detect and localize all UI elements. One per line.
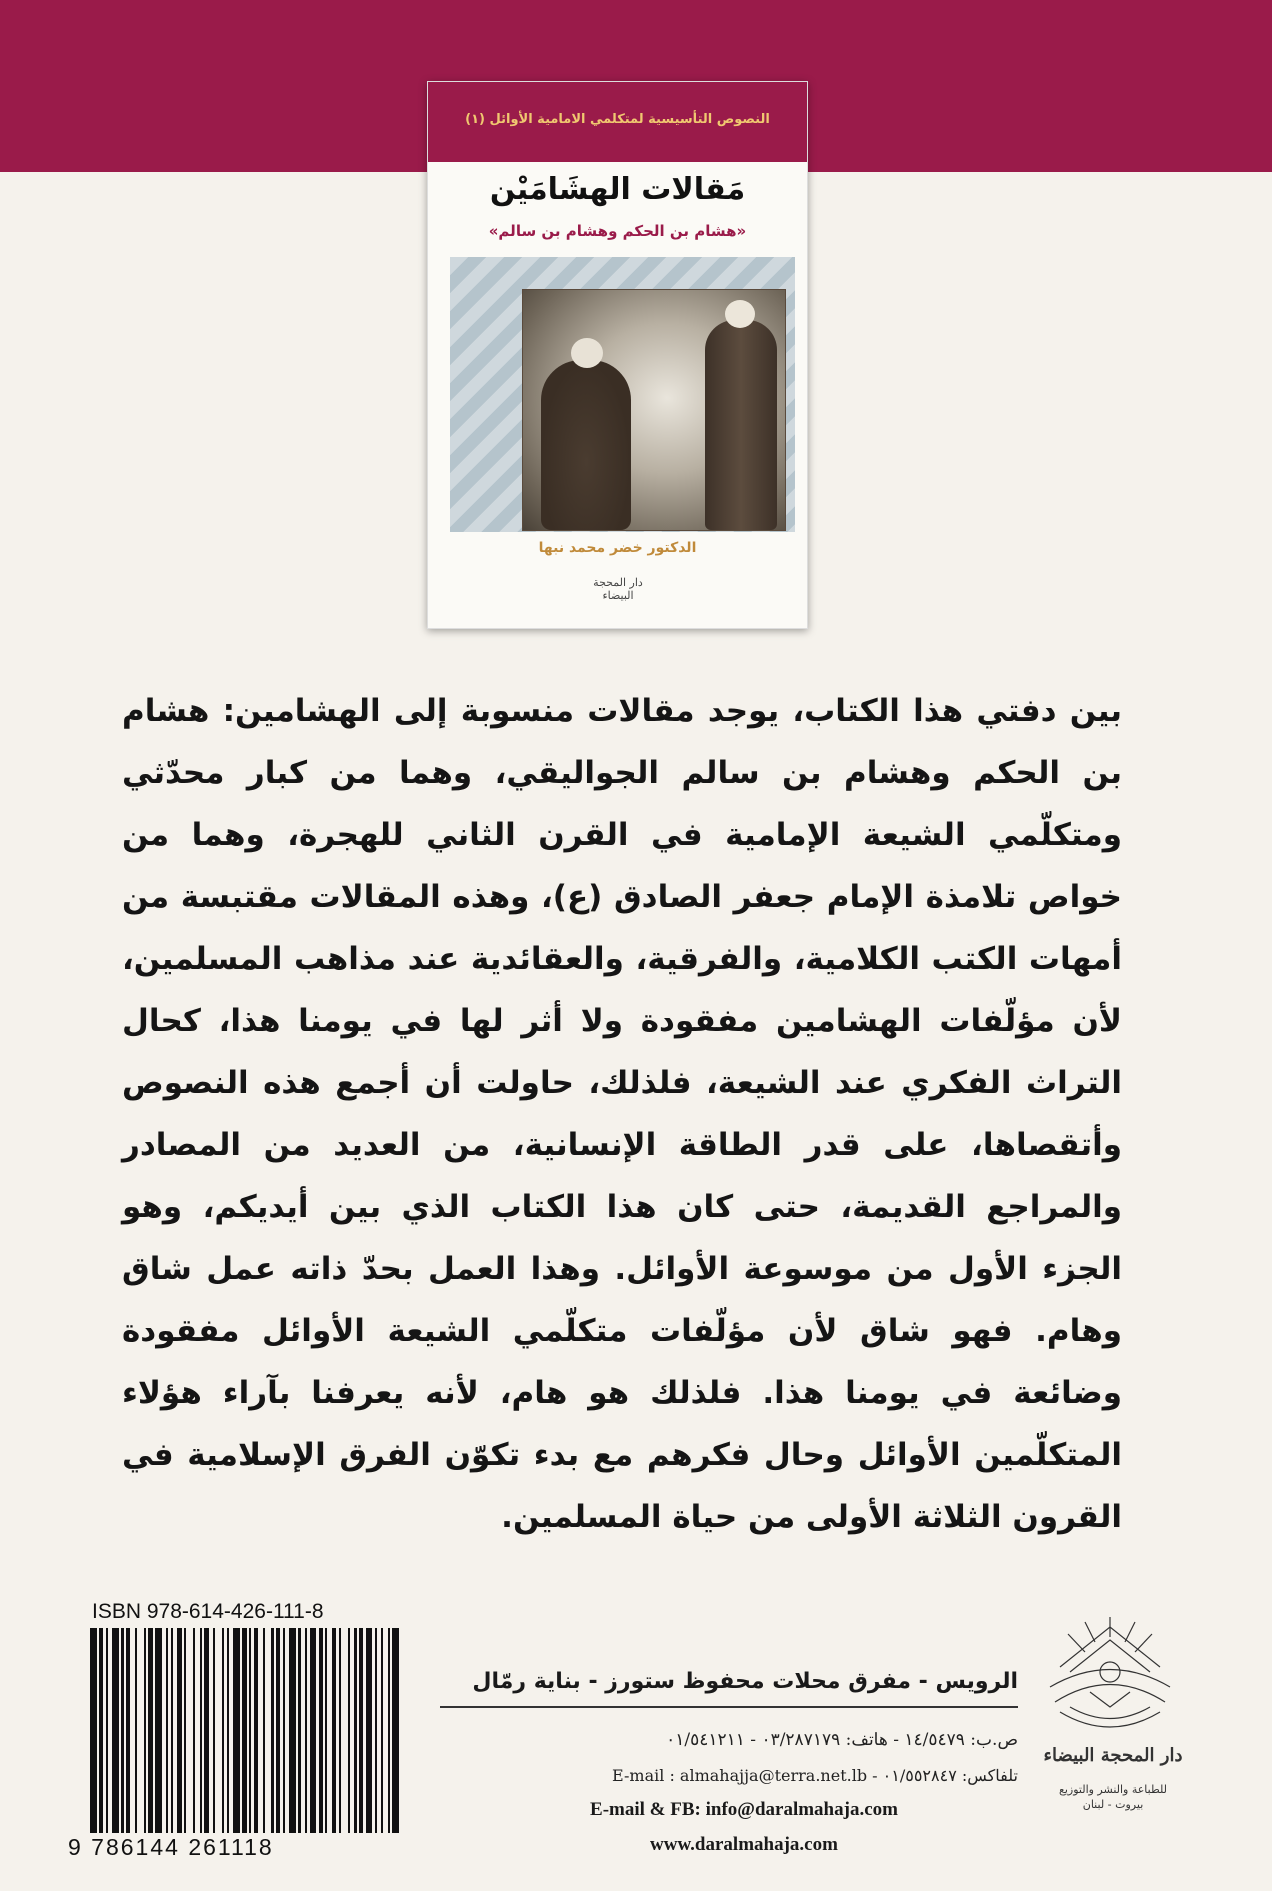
publisher-fax-email: تلفاكس: ٠١/٥٥٢٨٤٧ - E-mail : almahajja@terra.net.lb: [612, 1766, 1018, 1785]
barcode-bar: [90, 1628, 97, 1833]
publisher-logo-name: دار المحجة البيضاء: [1043, 1745, 1183, 1766]
barcode-gap: [265, 1628, 272, 1833]
kneeling-scholar-figure: [541, 360, 631, 530]
logo-tagline-line: للطباعة والنشر والتوزيع: [1058, 1783, 1167, 1796]
barcode-gap: [215, 1628, 222, 1833]
barcode-bar: [392, 1628, 399, 1833]
barcode-bar: [233, 1628, 240, 1833]
barcode-gap: [341, 1628, 348, 1833]
cover-series-title: النصوص التأسيسية لمتكلمي الامامية الأوائل (١): [465, 112, 770, 127]
isbn-barcode: [90, 1628, 400, 1833]
barcode-bar: [155, 1628, 162, 1833]
publisher-phone: ص.ب: ١٤/٥٤٧٩ - هاتف: ٠٣/٢٨٧١٧٩ - ٠١/٥٤١٢١١: [666, 1730, 1018, 1750]
logo-location-line: بيروت - لبنان: [1082, 1798, 1144, 1811]
cover-publisher-mark: دار المحجة البيضاء: [593, 576, 643, 602]
standing-scholar-figure: [705, 320, 777, 530]
barcode-bar: [366, 1628, 373, 1833]
barcode-gap: [137, 1628, 144, 1833]
cover-author: الدكتور خضر محمد نبها: [538, 540, 697, 556]
publisher-website: www.daralmahaja.com: [650, 1834, 838, 1855]
publisher-logo-tagline: [1028, 1782, 1198, 1812]
barcode-bar: [310, 1628, 317, 1833]
barcode-bar: [112, 1628, 119, 1833]
front-cover-thumbnail: [427, 81, 808, 629]
cover-subtitle: «هشام بن الحكم وهشام بن سالم»: [488, 222, 747, 240]
publisher-email-fb: E-mail & FB: info@daralmahaja.com: [590, 1799, 898, 1820]
barcode-gap: [186, 1628, 193, 1833]
back-cover-blurb: بين دفتي هذا الكتاب، يوجد مقالات منسوبة إلى الهشامين: هشام بن الحكم وهشام بن سالم الجواليقي، وهما من كبار محدّثي ومتكلّمي الشيعة الإمامية في القرن الثاني للهجرة، وهما من خواص تلامذة الإمام جعفر الصادق (ع)، وهذه المقالات مقتبسة من أمهات الكتب الكلامية، والفرقية، والعقائدية عند مذاهب المسلمين، لأن مؤلّفات الهشامين مفقودة ولا أثر لها في يومنا هذا، كحال التراث الفكري عند الشيعة، فلذلك، حاولت أن أجمع هذه النصوص وأتقصاها، على قدر الطاقة الإنسانية، من العديد من المصادر والمراجع القديمة، حتى كان هذا الكتاب الذي بين أيديكم، وهو الجزء الأول من موسوعة الأوائل. وهذا العمل بحدّ ذاته عمل شاق وهام. فهو شاق لأن مؤلّفات متكلّمي الشيعة الأوائل مفقودة وضائعة في يومنا هذا. فلذلك هو هام، لأنه يعرفنا بآراء هؤلاء المتكلّمين الأوائل وحال فكرهم مع بدء تكوّن الفرق الإسلامية في القرون الثلاثة الأولى من حياة المسلمين.: [122, 693, 1122, 1535]
cover-painting: [522, 289, 786, 531]
cover-artwork: [450, 257, 795, 532]
isbn-label: ISBN 978-614-426-111-8: [92, 1600, 324, 1623]
publisher-address: الرويس - مفرق محلات محفوظ ستورز - بناية رمّال: [440, 1669, 1018, 1708]
barcode-bar: [289, 1628, 296, 1833]
barcode-digits: 9 786144 261118: [68, 1834, 274, 1860]
cover-book-title: مَقالات الهشَامَيْن: [489, 172, 746, 207]
